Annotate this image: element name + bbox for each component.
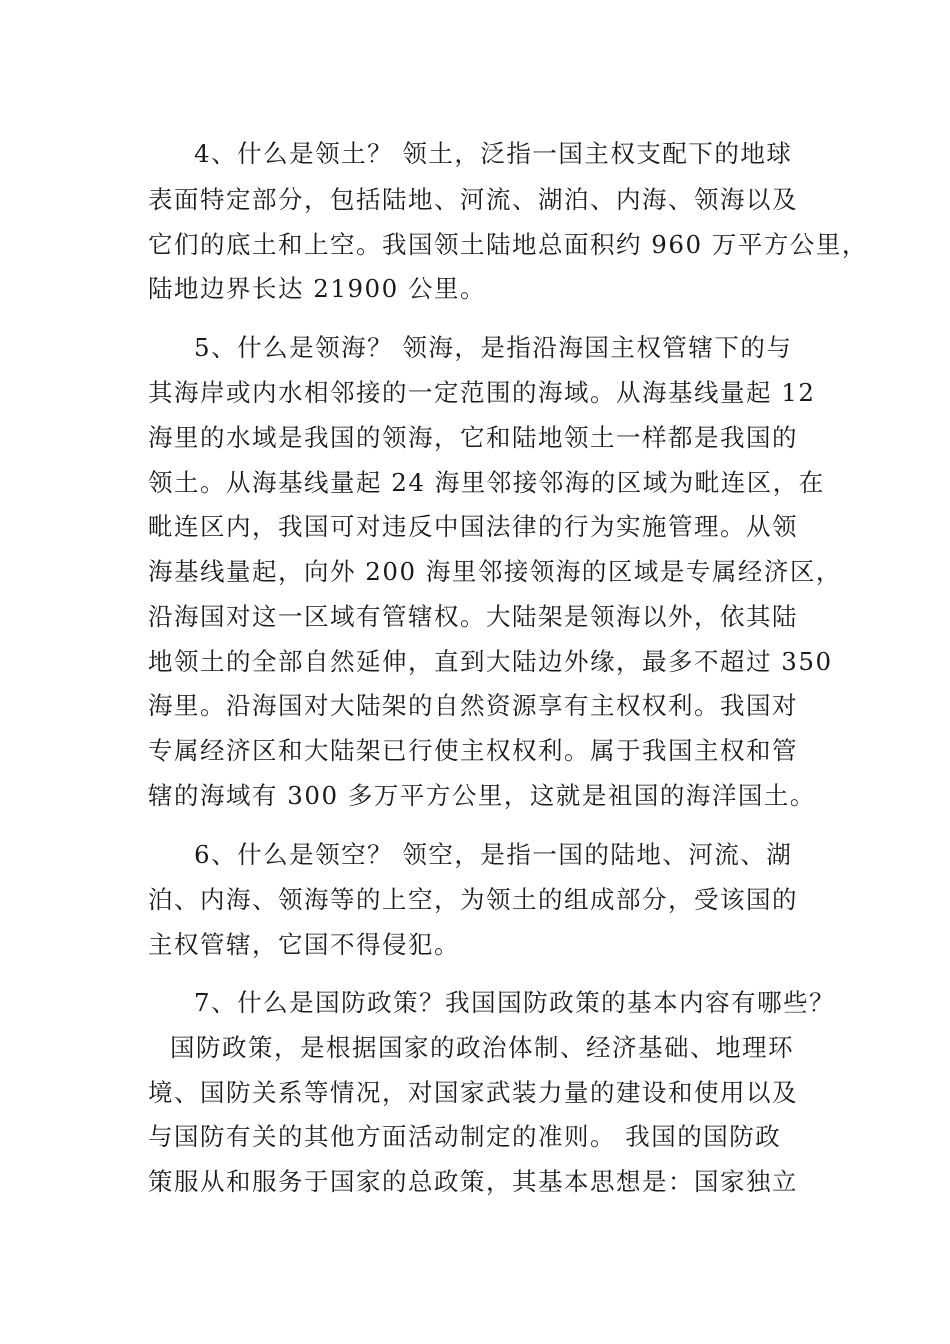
paragraph-line: 它们的底土和上空。我国领土陆地总面积约 960 万平方公里， xyxy=(148,230,868,259)
paragraph-line: 地领土的全部自然延伸，直到大陆边外缘，最多不超过 350 xyxy=(148,647,833,676)
paragraph-line: 海里的水域是我国的领海，它和陆地领土一样都是我国的 xyxy=(148,423,798,452)
paragraph-line: 毗连区内，我国可对违反中国法律的行为实施管理。从领 xyxy=(148,512,798,541)
paragraph-line: 陆地边界长达 21900 公里。 xyxy=(148,274,487,303)
paragraph-line: 辖的海域有 300 多万平方公里，这就是祖国的海洋国土。 xyxy=(148,781,816,810)
paragraph-line: 沿海国对这一区域有管辖权。大陆架是领海以外，依其陆 xyxy=(148,602,798,631)
paragraph-line: 海里。沿海国对大陆架的自然资源享有主权权利。我国对 xyxy=(148,691,798,720)
paragraph-line: 7、什么是国防政策？我国国防政策的基本内容有哪些？ xyxy=(194,988,836,1017)
paragraph-line: 境、国防关系等情况，对国家武装力量的建设和使用以及 xyxy=(148,1078,798,1107)
paragraph-line: 6、什么是领空？ 领空，是指一国的陆地、河流、湖 xyxy=(194,840,793,869)
paragraph-line: 与国防有关的其他方面活动制定的准则。 我国的国防政 xyxy=(148,1122,782,1151)
paragraph-line: 泊、内海、领海等的上空，为领土的组成部分，受该国的 xyxy=(148,885,798,914)
paragraph-line: 策服从和服务于国家的总政策，其基本思想是：国家独立 xyxy=(148,1167,798,1196)
paragraph-line: 其海岸或内水相邻接的一定范围的海域。从海基线量起 12 xyxy=(148,378,816,407)
paragraph-line: 表面特定部分，包括陆地、河流、湖泊、内海、领海以及 xyxy=(148,185,798,214)
paragraph-line: 海基线量起，向外 200 海里邻接领海的区域是专属经济区， xyxy=(148,557,842,586)
paragraph-line: 4、什么是领土？ 领土，泛指一国主权支配下的地球 xyxy=(194,139,793,168)
paragraph-line: 5、什么是领海？ 领海，是指沿海国主权管辖下的与 xyxy=(194,333,793,362)
paragraph-line: 专属经济区和大陆架已行使主权权利。属于我国主权和管 xyxy=(148,736,798,765)
paragraph-line: 领土。从海基线量起 24 海里邻接邻海的区域为毗连区，在 xyxy=(148,468,825,497)
paragraph-line: 国防政策，是根据国家的政治体制、经济基础、地理环 xyxy=(170,1033,794,1062)
paragraph-line: 主权管辖，它国不得侵犯。 xyxy=(148,930,460,959)
